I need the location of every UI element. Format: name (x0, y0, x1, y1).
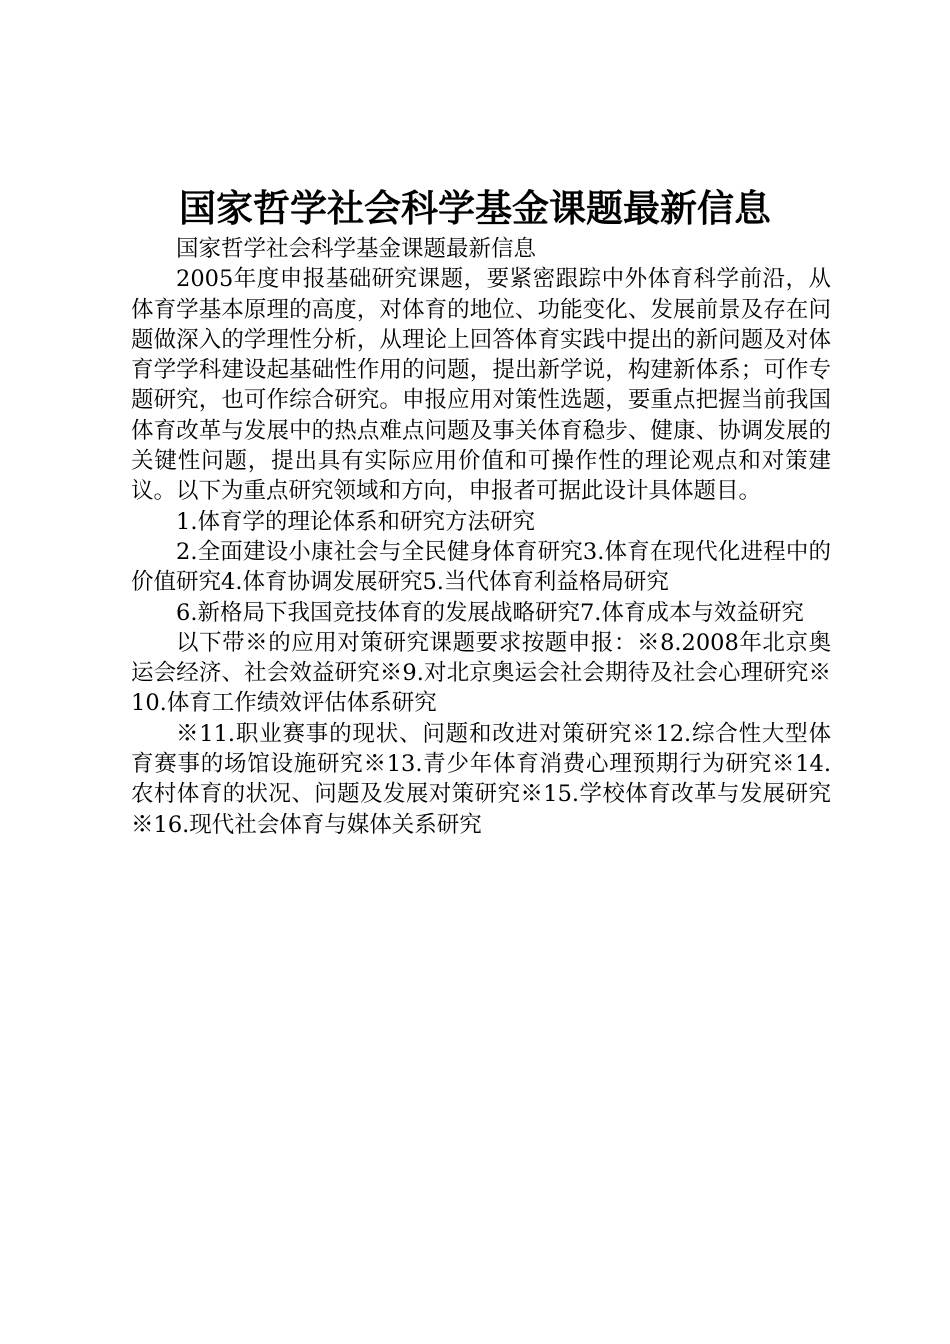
paragraph-intro: 2005年度申报基础研究课题，要紧密跟踪中外体育科学前沿，从体育学基本原理的高度，对体育的地位、功能变化、发展前景及存在问题做深入的学理性分析，从理论上回答体育实践中提出的新问题及对体育学学科建设起基础性作用的问题，提出新学说，构建新体系；可作专题研究，也可作综合研究。申报应用对策性选题，要重点把握当前我国体育改革与发展中的热点难点问题及事关体育稳步、健康、协调发展的关键性问题，提出具有实际应用价值和可操作性的理论观点和对策建议。以下为重点研究领域和方向，申报者可据此设计具体题目。 (131, 266, 831, 505)
document-title: 国家哲学社会科学基金课题最新信息 (179, 186, 771, 230)
paragraph-topics-2-5: 2.全面建设小康社会与全民健身体育研究3.体育在现代化进程中的价值研究4.体育协调发展研究5.当代体育利益格局研究 (131, 538, 831, 596)
paragraph-subtitle: 国家哲学社会科学基金课题最新信息 (176, 236, 537, 262)
document-body (131, 234, 831, 840)
paragraph-topics-6-7: 6.新格局下我国竞技体育的发展战略研究7.体育成本与效益研究 (176, 599, 804, 626)
paragraph-topic-1: 1.体育学的理论体系和研究方法研究 (176, 508, 535, 535)
paragraph-topics-11-16: ※11.职业赛事的现状、问题和改进对策研究※12.综合性大型体育赛事的场馆设施研究※13.青少年体育消费心理预期行为研究※14.农村体育的状况、问题及发展对策研究※15.学校体育改革与发展研究※16.现代社会体育与媒体关系研究 (131, 720, 831, 838)
paragraph-topics-8-10: 以下带※的应用对策研究课题要求按题申报：※8.2008年北京奥运会经济、社会效益研究※9.对北京奥运会社会期待及社会心理研究※10.体育工作绩效评估体系研究 (131, 629, 831, 717)
